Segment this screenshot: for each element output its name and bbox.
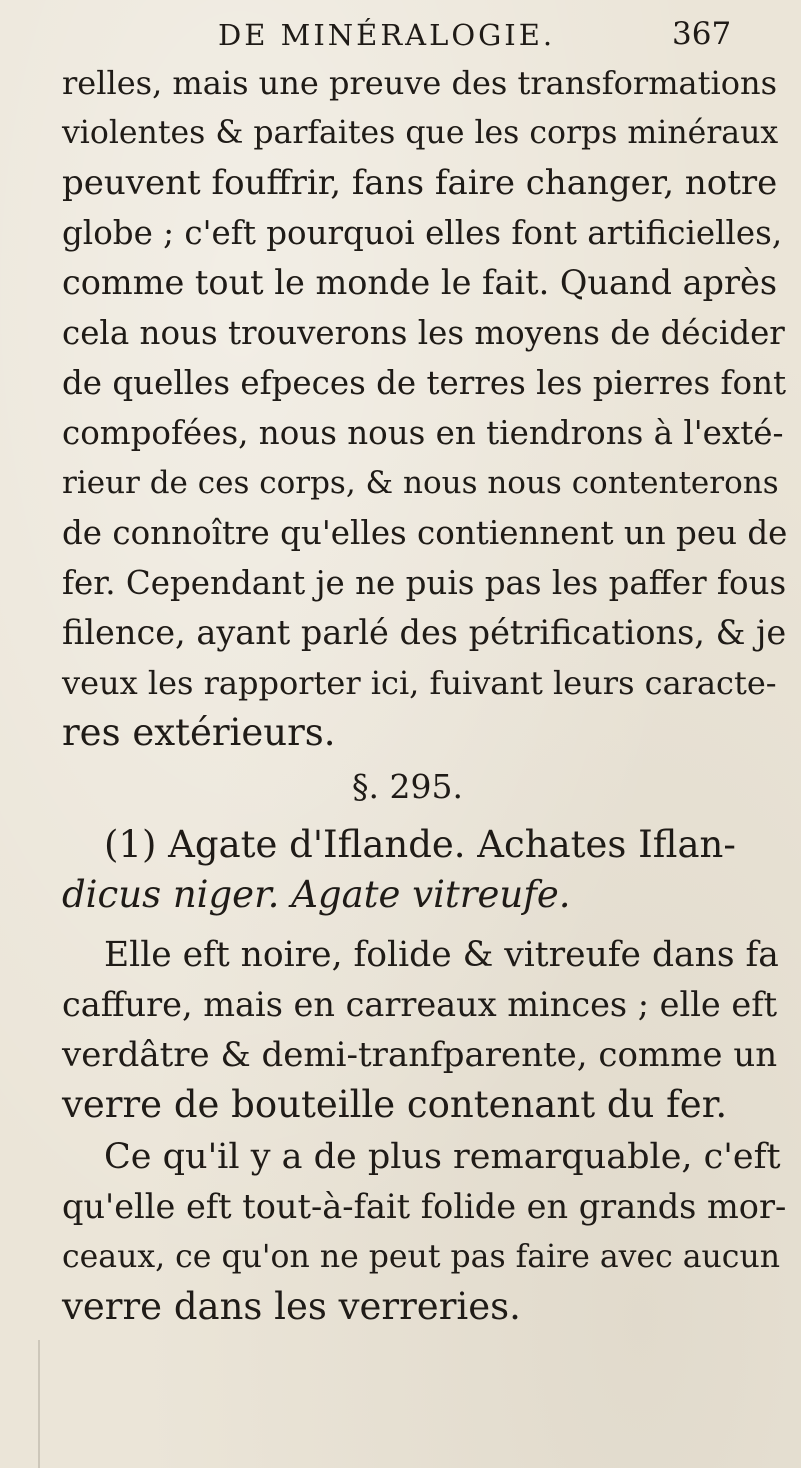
text-line: compofées, nous nous en tiendrons à l'exté- bbox=[62, 414, 784, 452]
text-line: relles, mais une preuve des transformations bbox=[62, 64, 777, 102]
text-line: Elle eft noire, folide & vitreufe dans fa bbox=[104, 935, 779, 975]
page-number: 367 bbox=[672, 16, 732, 52]
page-header bbox=[0, 8, 801, 58]
page-edge-shadow bbox=[0, 1340, 40, 1468]
entry-title-line: (1) Agate d'Iflande. Achates Iflan- bbox=[104, 823, 736, 866]
running-head: DE MINÉRALOGIE. bbox=[218, 18, 556, 52]
text-line: veux les rapporter ici, fuivant leurs caracte- bbox=[62, 664, 777, 702]
text-line: caffure, mais en carreaux minces ; elle eft bbox=[62, 985, 778, 1024]
text-line: res extérieurs. bbox=[62, 711, 336, 754]
text-line: cela nous trouverons les moyens de décider bbox=[62, 314, 785, 352]
text-line: rieur de ces corps, & nous nous contenterons bbox=[62, 465, 779, 501]
text-line: violentes & parfaites que les corps minéraux bbox=[62, 115, 779, 151]
text-line: verre de bouteille contenant du fer. bbox=[62, 1083, 728, 1126]
text-line: verre dans les verreries. bbox=[62, 1285, 521, 1328]
text-line: ceaux, ce qu'on ne peut pas faire avec aucun bbox=[62, 1239, 781, 1275]
text-line: de quelles efpeces de terres les pierres font bbox=[62, 364, 787, 402]
text-line: filence, ayant parlé des pétrifications, & je bbox=[62, 613, 787, 652]
text-line: Ce qu'il y a de plus remarquable, c'eft bbox=[104, 1137, 781, 1177]
text-line: qu'elle eft tout-à-fait folide en grands mor- bbox=[62, 1187, 787, 1226]
text-line: de connoître qu'elles contiennent un peu de bbox=[62, 514, 788, 552]
text-line: verdâtre & demi-tranfparente, comme un bbox=[62, 1035, 778, 1075]
text-line: comme tout le monde le fait. Quand après bbox=[62, 263, 778, 302]
entry-title-line: dicus niger. Agate vitreufe. bbox=[62, 873, 571, 916]
text-line: globe ; c'eft pourquoi elles font artificielles, bbox=[62, 214, 783, 252]
text-line: peuvent fouffrir, fans faire changer, notre bbox=[62, 163, 778, 203]
text-line: fer. Cependant je ne puis pas les paffer fous bbox=[62, 564, 787, 602]
section-number: §. 295. bbox=[352, 767, 463, 806]
